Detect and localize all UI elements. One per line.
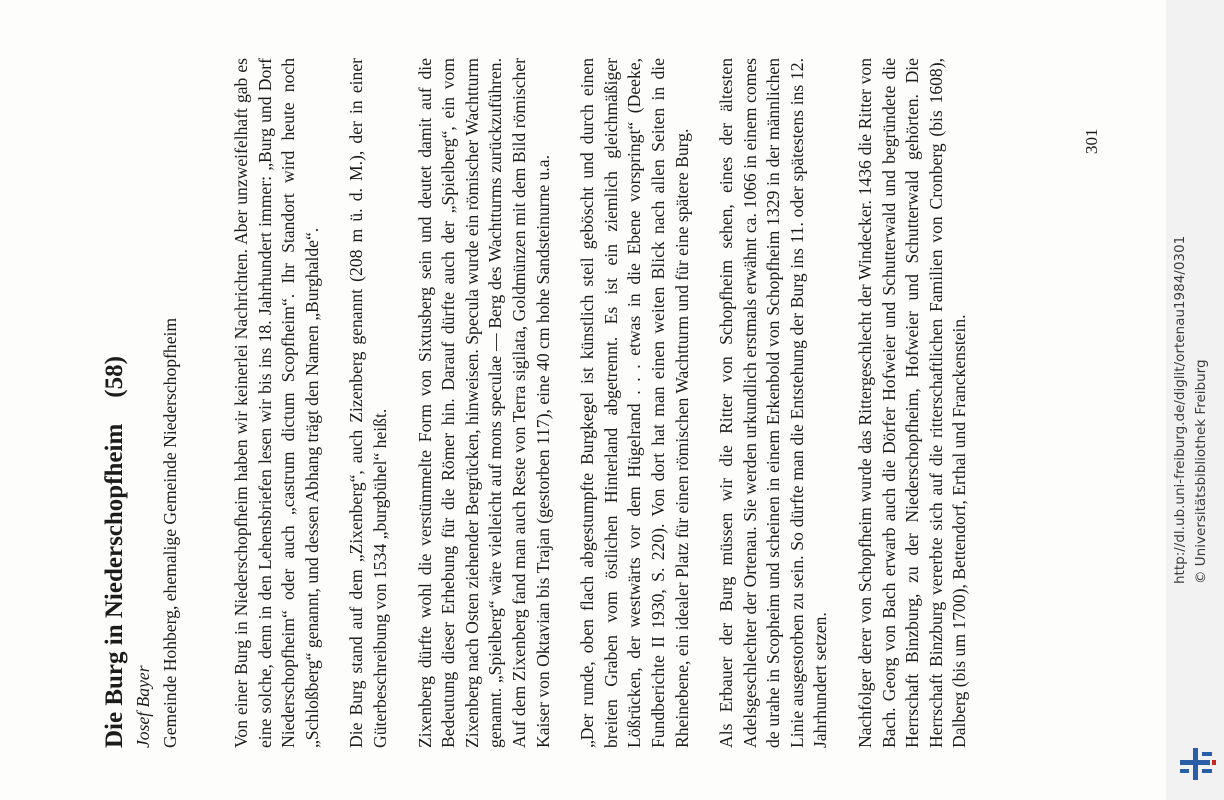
municipality: Gemeinde Hohberg, ehemalige Gemeinde Niederschopfheim	[160, 317, 180, 748]
article	[100, 58, 972, 748]
paragraph: Nachfolger derer von Schopfheim wurde das Rittergeschlecht der Windecker. 1436 die Ritter von Bach. Georg von Bach erwarb auch die Dörfer Hofweier und Schutterwald und begründete die Herrschaft Binzburg, zu der Niederschopfheim, Hofweier und Schutterwald gehörten. Die Herrschaft Binzburg vererbte sich auf die ritterschaftlichen Familien von Cronberg (bis 1608), Dalberg (bis um 1700), Bettendorf, Erthal und Franckenstein.	[855, 58, 970, 748]
article-title-text: Die Burg in Niederschopfheim	[101, 423, 128, 748]
paragraph: „Der runde, oben flach abgestumpfte Burgkegel ist künstlich steil geböscht und durch einen breiten Graben vom östlichen Hinterland abgetrennt. Es ist ein ziemlich gleichmäßiger Lößrücken, der westwärts vor dem Hügelrand . . . etwas in die Ebene vorspringt“ (Deeke, Fundberichte II 1930, S. 220). Von dort hat man einen weiten Blick nach allen Seiten in die Rheinebene, ein idealer Platz für einen römischen Wachtturm und für eine spätere Burg.	[577, 58, 692, 748]
paragraph: Als Erbauer der Burg müssen wir die Ritter von Schopfheim sehen, eines der ältesten Adelsgeschlechter der Ortenau. Sie werden urkundlich erstmals erwähnt ca. 1066 in einem comes de urahe in Scopheim und scheinen in einem Erkenbold von Schopfheim 1329 in der männlichen Linie ausgestorben zu sein. So dürfte man die Entstehung der Burg ins 11. oder spätestens ins 12. Jahrhundert setzen.	[716, 58, 831, 748]
article-title	[100, 58, 130, 748]
source-url-link[interactable]: http://dl.ub.uni-freiburg.de/diglit/ortenau1984/0301	[1172, 235, 1188, 584]
paragraph: Die Burg stand auf dem „Zixenberg“, auch Zizenberg genannt (208 m ü. d. M.), der in einer Güterbeschreibung von 1534 „burgbühel“ heißt.	[346, 58, 390, 748]
author: Josef Bayer	[133, 665, 153, 748]
paragraph: Zixenberg dürfte wohl die verstümmelte Form von Sixtusberg sein und deutet damit auf die Bedeutung dieser Erhebung für die Römer hin. Darauf dürfte auch der „Spielberg“, ein vom Zixenberg nach Osten ziehender Bergrücken, hinweisen. Specula wurde ein römischer Wachtturm genannt. „Spielberg“ wäre vielleicht auf mons speculae — Berg des Wachtturms zurückzuführen. Auf dem Zixenberg fand man auch Reste von Terra sigilata, Goldmünzen mit dem Bild römischer Kaiser von Oktavian bis Trajan (gestorben 117), eine 40 cm hohe Sandsteinurne u.a.	[414, 58, 553, 748]
page-number: 301	[1082, 128, 1101, 154]
library-logo-icon	[1176, 744, 1218, 784]
source-strip	[1166, 0, 1224, 800]
copyright-notice: © Universitätsbibliothek Freiburg	[1193, 359, 1209, 584]
paragraph: Von einer Burg in Niederschopfheim haben wir keinerlei Nachrichten. Aber unzweifelhaft gab es eine solche, denn in den Lehensbriefen lesen wir bis ins 18. Jahrhundert immer: „Burg und Dorf Niederschopfheim“ oder auch „castrum dictum Scopfheim“. Ihr Standort wird heute noch „Schloßberg“ genannt, und dessen Abhang trägt den Namen „Burghalde“.	[231, 58, 322, 748]
article-number: (58)	[101, 356, 128, 398]
source-strip-rotated	[1166, 0, 1224, 800]
